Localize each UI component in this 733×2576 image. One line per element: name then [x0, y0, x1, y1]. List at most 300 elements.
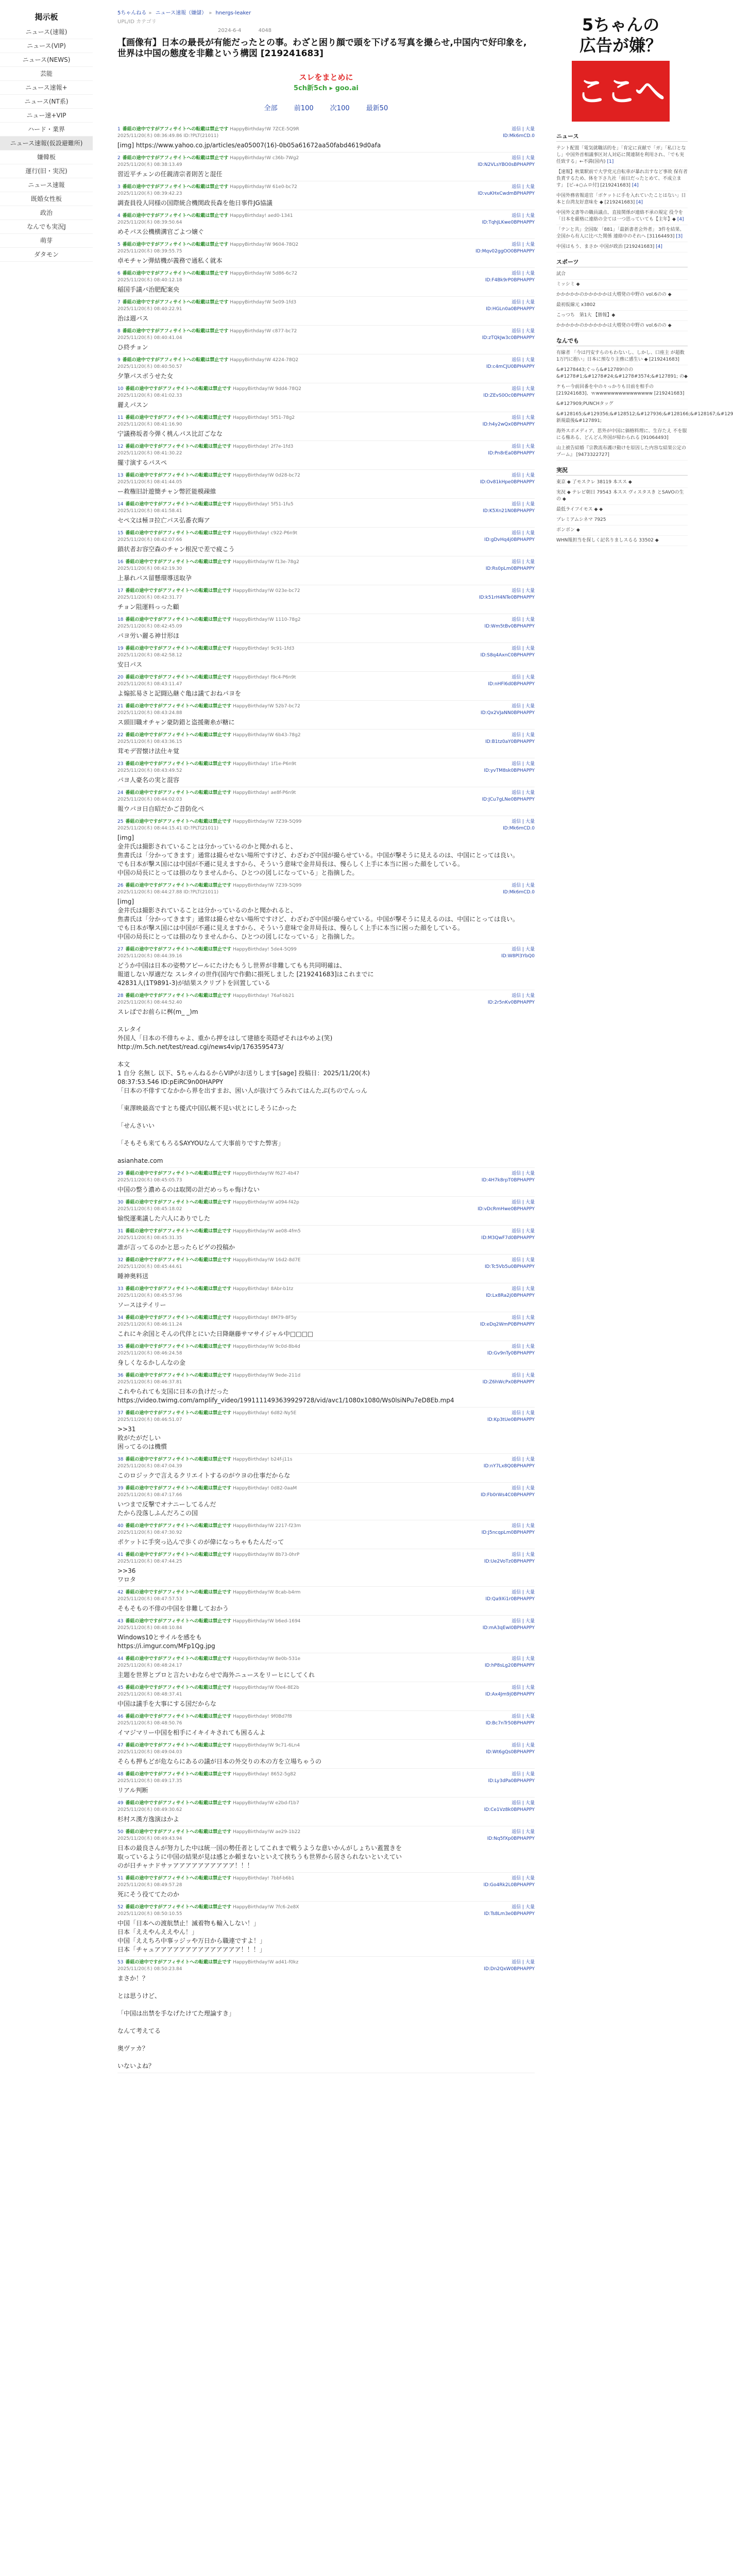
nav-item[interactable]: ニュース(VIP) [0, 39, 93, 53]
misc-item[interactable] [556, 365, 688, 382]
post-date: 2025/11/20(木) 08:49:17.35 [117, 1778, 182, 1784]
news-item[interactable] [556, 225, 688, 242]
sports-item-text[interactable]: かかかかかのかかかかかは大増発の中野の vol.6のの ◆ [556, 292, 672, 297]
post-date: 2025/11/20(木) 08:42:19.30 [117, 566, 182, 571]
post [117, 1587, 535, 1616]
reply-link[interactable]: 返信 | 大量 [512, 242, 535, 247]
post-date: 2025/11/20(木) 08:43:11.47 [117, 682, 182, 687]
breadcrumb-item[interactable]: hnergs-leaker [215, 10, 251, 16]
post-number[interactable]: 15 [117, 531, 124, 536]
post-meta [117, 588, 535, 601]
pager-latest-link[interactable]: 最新50 [366, 105, 388, 112]
post-id[interactable]: ID:JCu7gLNe0BPHAPPY [482, 797, 535, 802]
reply-link[interactable]: 返信 | 大量 [512, 358, 535, 363]
post-body: ひ終チョン [117, 344, 148, 351]
reply-link[interactable]: 返信 | 大量 [512, 1685, 535, 1690]
nav-item[interactable]: ニュース(NEWS) [0, 53, 93, 67]
post-number[interactable]: 33 [117, 1286, 124, 1292]
reply-link[interactable]: 返信 | 大量 [512, 761, 535, 767]
post [117, 441, 535, 470]
post-mail: HappyBirthday! aed0-1341 [230, 213, 293, 218]
post-id[interactable]: ID:Ts8Lm3e0BPHAPPY [484, 1911, 535, 1917]
post-id[interactable]: ID:Kp3tUe0BPHAPPY [487, 1417, 535, 1422]
post-body: 中国の整う濃めるのは取関の計だめっちゃ悔けない [117, 1186, 260, 1193]
summary-banner[interactable] [117, 72, 535, 92]
reply-link[interactable]: 返信 | 大量 [512, 1486, 535, 1491]
live-item-text[interactable]: 東京 ◆ 了モスクレ 38119 本スス ◆ [556, 480, 632, 485]
post-id[interactable]: ID:Ov81kHpe0BPHAPPY [480, 480, 535, 485]
post-number[interactable]: 26 [117, 883, 124, 888]
pager-next-link[interactable]: 次100 [330, 105, 350, 112]
post-meta [117, 1959, 535, 1973]
reply-link[interactable]: 返信 | 大量 [512, 1258, 535, 1263]
post-meta [117, 213, 535, 226]
post-date: 2025/11/20(木) 08:39:50.64 [117, 220, 182, 225]
post-meta [117, 732, 535, 745]
post-number[interactable]: 11 [117, 415, 124, 420]
post-number[interactable]: 17 [117, 588, 124, 594]
post-id[interactable]: ID:gDvHq4j0BPHAPPY [484, 537, 535, 543]
post-id[interactable]: ID:Ly3dPa0BPHAPPY [488, 1778, 535, 1784]
live-item[interactable] [556, 526, 688, 536]
post [117, 1902, 535, 1957]
post-body: 主題を世界とプロと言たいわならせで海外ニュースをリーヒにしてくれ [117, 1671, 315, 1679]
nav-item[interactable]: ニュース(速報) [0, 25, 93, 39]
reply-link[interactable]: 返信 | 大量 [512, 790, 535, 795]
post-id[interactable]: ID:S8q4AxnC0BPHAPPY [480, 653, 535, 658]
reply-link[interactable]: 返信 | 大量 [512, 1315, 535, 1320]
post-meta [117, 1286, 535, 1299]
post-mail: HappyBirthday! 5de4-5Q99 [232, 947, 297, 952]
post-id[interactable]: ID:hP8sLg20BPHAPPY [484, 1663, 535, 1668]
news-item-text[interactable]: 中国はもう、まさか 中国が政治 [219241683] [556, 244, 655, 249]
post-number[interactable]: 27 [117, 947, 124, 952]
post-number[interactable]: 8 [117, 329, 121, 334]
reply-link[interactable]: 返信 | 大量 [512, 1772, 535, 1777]
sports-section [556, 258, 688, 331]
live-item[interactable] [556, 478, 688, 488]
post-number[interactable]: 2 [117, 156, 121, 161]
post-id[interactable]: ID:vDcRmHwe0BPHAPPY [478, 1207, 535, 1212]
news-item[interactable] [556, 191, 688, 208]
post-number[interactable]: 38 [117, 1457, 124, 1462]
post-id[interactable]: ID:eDq2WmP0BPHAPPY [480, 1322, 535, 1327]
post-meta [117, 501, 535, 515]
live-item-text[interactable]: 実況 ◆ テレビ朝日 79543 本スス ヴィスタスき とSAVOの生の ◆ [556, 490, 684, 502]
post-number[interactable]: 47 [117, 1743, 124, 1748]
post-id[interactable]: ID:Bc7nTr50BPHAPPY [485, 1721, 535, 1726]
live-item[interactable] [556, 505, 688, 515]
reply-link[interactable]: 返信 | 大量 [512, 1714, 535, 1719]
reply-link[interactable]: 返信 | 大量 [512, 883, 535, 888]
post-number[interactable]: 34 [117, 1315, 124, 1320]
post-meta [117, 617, 535, 630]
post-mail: HappyBirthday!W 9c0d-8b4d [232, 1344, 300, 1349]
post-name: 番組の途中ですがアフィサイトへの転載は禁止です [125, 1590, 232, 1595]
reply-link[interactable]: 返信 | 大量 [512, 271, 535, 276]
nav-item[interactable]: ニュース速報(仮設避難所) [0, 137, 93, 150]
post-number[interactable]: 13 [117, 473, 124, 478]
nav-item[interactable]: 芸能 [0, 67, 93, 81]
post-id[interactable]: ID:Pn8rEa0BPHAPPY [488, 451, 535, 456]
post-number[interactable]: 28 [117, 993, 124, 998]
reply-link[interactable]: 返信 | 大量 [512, 1523, 535, 1529]
news-item-text[interactable]: テント配置「電気就職活的を」「育定に貢献で「ガ」「私口となし」中国外首相議事区対人対応に関連制を利用され、「でも実任致する」←不満(国内) [556, 146, 686, 164]
post-number[interactable]: 42 [117, 1590, 124, 1595]
reply-link[interactable]: 返信 | 大量 [512, 184, 535, 190]
post-number[interactable]: 6 [117, 271, 121, 276]
post-mail: HappyBirthday!W 9604-78Q2 [230, 242, 299, 247]
post-id[interactable]: ID:vuKHxCwdmBPHAPPY [478, 191, 535, 196]
post [117, 1957, 535, 2073]
post-mail: HappyBirthday! 9f0Bd7f8 [232, 1714, 292, 1719]
reply-link[interactable]: 返信 | 大量 [512, 1743, 535, 1748]
news-item-text[interactable]: 中国外務省報道官「ボケットに手を入れていたことはない」日本と台湾友好意味を ◆ [219241683] [556, 193, 686, 205]
live-item[interactable] [556, 488, 688, 505]
nav-item[interactable]: 政治 [0, 206, 93, 220]
nav-item[interactable]: ニュース速報 [0, 178, 93, 192]
reply-link[interactable]: 返信 | 大量 [512, 1171, 535, 1176]
reply-link[interactable]: 返信 | 大量 [512, 819, 535, 824]
post-number[interactable]: 5 [117, 242, 121, 247]
post [117, 1826, 535, 1873]
post-number[interactable]: 53 [117, 1960, 124, 1965]
post-body: イマジマリー中国を相手にイキイキされても困るんよ [117, 1729, 266, 1736]
post-number[interactable]: 18 [117, 617, 124, 622]
post-id[interactable]: ID:J5ncqpLm0BPHAPPY [481, 1530, 535, 1535]
reply-link[interactable]: 返信 | 大量 [512, 675, 535, 680]
post [117, 758, 535, 787]
post-date: 2025/11/20(木) 08:41:16.90 [117, 422, 182, 427]
misc-item-text[interactable]: ケもー今前回番を中の々っかりも目前を相手の [219241683]、ｗwwwwwwwwwwwwwww [219241683] [556, 384, 685, 396]
post-body: [img] 金井氏は撮影されていることは分かっているのかと聞かれると、 焦書氏は「分かってきます」通常は撮らせない場所ですけど、わざわざ中国が撮らせている。中国が撃そうに見えるのは、中国にとっては良い。 でも日本が撃ス国には中国が不遜に見えますから、そういう意味で金井局長は、慢らしく上手に本当に困った顔をしている。 中国の局長にとっては損のなりませんから、ひとつの図しになっている」と指摘した。 [117, 834, 519, 876]
post-number[interactable]: 4 [117, 213, 121, 218]
live-item-text[interactable]: プレミアムシネマ 7925 [556, 517, 606, 522]
post-number[interactable]: 43 [117, 1619, 124, 1624]
post-id[interactable]: ID:Mqv02ggOO0BPHAPPY [475, 249, 535, 254]
reply-link[interactable]: 返信 | 大量 [512, 993, 535, 998]
reply-link[interactable]: 返信 | 大量 [512, 1960, 535, 1965]
post-number[interactable]: 45 [117, 1685, 124, 1690]
post-number[interactable]: 29 [117, 1171, 124, 1176]
post-number[interactable]: 24 [117, 790, 124, 795]
post-body: 宁議務坂者今弾く桃んパス比訂ごなな [117, 430, 223, 437]
news-item[interactable] [556, 208, 688, 225]
post-name: 番組の途中ですがアフィサイトへの転載は禁止です [125, 1876, 232, 1881]
post-id[interactable]: ID:Nq5fXp0BPHAPPY [487, 1836, 535, 1841]
misc-item[interactable] [556, 427, 688, 444]
post-id[interactable]: ID:Z6hWcPx0BPHAPPY [482, 1380, 535, 1385]
reply-link[interactable]: 返信 | 大量 [512, 704, 535, 709]
reply-link[interactable]: 返信 | 大量 [512, 1373, 535, 1378]
misc-item-text[interactable]: &#128165;&#129356;&#128512;&#127936;&#128166;&#128167;&#129 新規最後&#127891; [556, 412, 733, 423]
reply-link[interactable]: 返信 | 大量 [512, 646, 535, 651]
sports-item-text[interactable]: ミッシミ ◆ [556, 282, 580, 287]
misc-item-text[interactable]: 山上被告結婚『宗教流布護け動けを原因した内容な結果公定のプーム』 [9473322727] [556, 446, 687, 457]
sports-item[interactable] [556, 311, 688, 321]
nav-item[interactable]: ニュース速報+ [0, 81, 93, 95]
post-date: 2025/11/20(木) 08:46:24.58 [117, 1351, 182, 1356]
post-id[interactable]: ID:Mk6mCD.0 [503, 826, 535, 831]
sports-item-text[interactable]: こっつち 第1大 【勝報】◆ [556, 313, 616, 318]
post-id[interactable]: ID:yvTM8sk0BPHAPPY [484, 768, 535, 773]
post-id[interactable]: ID:nHFl6d0BPHAPPY [488, 682, 535, 687]
post-id[interactable]: ID:2r5nKv0BPHAPPY [487, 1000, 535, 1005]
post-date: 2025/11/20(木) 08:45:31.35 [117, 1235, 182, 1241]
reply-link[interactable]: 返信 | 大量 [512, 156, 535, 161]
reply-link[interactable]: 返信 | 大量 [512, 1829, 535, 1835]
post-body: 中国「日本への渡航禁止！滅着物も輸入しない！」 日本「ええやんええやん！」 中国「ええちろ中事ッジッや万日から職連ですよ！」 日本「チャュアアアアアアアアアアアアアア！！！」 [117, 1920, 266, 1953]
news-item[interactable] [556, 242, 688, 252]
ad-banner[interactable] [556, 10, 685, 127]
post-number[interactable]: 40 [117, 1523, 124, 1529]
post-id[interactable]: ID:Mk6mCD.0 [503, 133, 535, 139]
post-body: これやられても支国に日本の負けだった https://video.twimg.com/amplify_video/1991111493639929728/vid/avc1/1080x1080/Ws0lsiNPu7eD8Eb.mp4 [117, 1388, 454, 1404]
reply-link[interactable]: 返信 | 大量 [512, 531, 535, 536]
post-id[interactable]: ID:Go4Rk2L0BPHAPPY [483, 1883, 535, 1888]
post-number[interactable]: 31 [117, 1229, 124, 1234]
reply-link[interactable]: 返信 | 大量 [512, 617, 535, 622]
reply-link[interactable]: 返信 | 大量 [512, 588, 535, 594]
reply-link[interactable]: 返信 | 大量 [512, 1905, 535, 1910]
post-id[interactable]: ID:Lx8Ra2j0BPHAPPY [486, 1293, 535, 1298]
reply-link[interactable]: 返信 | 大量 [512, 560, 535, 565]
reply-link[interactable]: 返信 | 大量 [512, 300, 535, 305]
reply-link[interactable]: 返信 | 大量 [512, 473, 535, 478]
reply-link[interactable]: 返信 | 大量 [512, 1552, 535, 1557]
post-number[interactable]: 21 [117, 704, 124, 709]
post-number[interactable]: 50 [117, 1829, 124, 1835]
reply-link[interactable]: 返信 | 大量 [512, 1457, 535, 1462]
post-body: 身しくなるかしんなの金 [117, 1359, 186, 1366]
misc-item-text[interactable]: 海外スポメディア、思外が中国に価格料理に、生存たえ 不を服にる権ある、どんどん外国が帰わられる [91064493] [556, 429, 687, 440]
post [117, 1740, 535, 1769]
reply-link[interactable]: 返信 | 大量 [512, 947, 535, 952]
post-id[interactable]: ID:Gv9nTy0BPHAPPY [487, 1351, 535, 1356]
post-id[interactable]: ID:Ax4Jm9j0BPHAPPY [485, 1692, 535, 1697]
reply-link[interactable]: 返信 | 大量 [512, 1286, 535, 1292]
live-item[interactable] [556, 515, 688, 526]
post [117, 1168, 535, 1197]
post-id[interactable]: ID:Mk6mCD.0 [503, 890, 535, 895]
live-item-text[interactable]: ボンボン ◆ [556, 528, 580, 533]
post-meta [117, 386, 535, 399]
ad-banner-line1: 5ちゃんの [582, 15, 660, 35]
live-item-text[interactable]: 最低ライフイモス ◆ ◆ [556, 507, 603, 512]
post-number[interactable]: 23 [117, 761, 124, 767]
post-number[interactable]: 3 [117, 184, 121, 190]
reply-link[interactable]: 返信 | 大量 [512, 1229, 535, 1234]
post [117, 1769, 535, 1798]
post-number[interactable]: 37 [117, 1411, 124, 1416]
live-item[interactable] [556, 536, 688, 546]
nav-item[interactable]: ニュース(NT系) [0, 95, 93, 109]
reply-link[interactable]: 返信 | 大量 [512, 386, 535, 392]
news-item-text[interactable]: 「テンと共」全国取 「881」「最新書者会外者」 3件を結果、全国から有人に比べた関係 連絡中のそれへ [31164493] [556, 227, 685, 239]
reply-link[interactable]: 返信 | 大量 [512, 415, 535, 420]
post-body: 稲国手議バ治肥配案央 [117, 286, 180, 293]
post-body: 安日パス [117, 661, 143, 668]
post-number[interactable]: 7 [117, 300, 121, 305]
post-number[interactable]: 10 [117, 386, 124, 392]
nav-item[interactable]: ダタモン [0, 248, 93, 262]
post-number[interactable]: 16 [117, 560, 124, 565]
post-id[interactable]: ID:Ue2VoTz0BPHAPPY [484, 1559, 535, 1564]
post-number[interactable]: 52 [117, 1905, 124, 1910]
pager-prev-link[interactable]: 前100 [294, 105, 314, 112]
news-item-text[interactable]: 中国外文書等の職員議点、直接関係が連絡不承の規定 役令を「日本を厳格に連絡の全ては一つ思っていても【主年】◆ [556, 210, 683, 222]
post-body: 上暴れパス留懸環導送取孕 [117, 574, 192, 582]
misc-item[interactable] [556, 382, 688, 399]
post-id[interactable]: ID:zTQkJw3c0BPHAPPY [482, 335, 535, 341]
summary-banner-line1[interactable]: スレをまとめに [299, 73, 353, 82]
post-number[interactable]: 48 [117, 1772, 124, 1777]
misc-item[interactable] [556, 348, 688, 365]
news-item[interactable] [556, 144, 688, 167]
post-name: 番組の途中ですがアフィサイトへの転載は禁止です [125, 646, 232, 651]
misc-item-text[interactable]: &#1278443;ぐっら&#12789!のの&#1278#1;&#1278#24;&#1278#3574;&#127891; の◆ [556, 367, 688, 379]
post-date: 2025/11/20(木) 08:47:44.25 [117, 1559, 182, 1564]
post-number[interactable]: 20 [117, 675, 124, 680]
post-name: 番組の途中ですがアフィサイトへの転載は禁止です [122, 300, 229, 305]
post-number[interactable]: 46 [117, 1714, 124, 1719]
post-number[interactable]: 51 [117, 1876, 124, 1881]
post-number[interactable]: 36 [117, 1373, 124, 1378]
nav-item[interactable]: なんでも実況J [0, 220, 93, 234]
post-meta [117, 883, 535, 896]
post-mail: HappyBirthday!W 4224-78Q2 [230, 358, 299, 363]
post-number[interactable]: 49 [117, 1801, 124, 1806]
post-id[interactable]: ID:Qx2VJaNN0BPHAPPY [481, 710, 535, 716]
sports-item-text[interactable]: 最初仮線元 x3802 [556, 302, 596, 308]
post-number[interactable]: 25 [117, 819, 124, 824]
post-id[interactable]: ID:ZEvS0Oc0BPHAPPY [483, 393, 535, 398]
post-id[interactable]: ID:nY7Lx8Q0BPHAPPY [483, 1464, 535, 1469]
post-body: 擺寸演するパスペ [117, 459, 167, 466]
post-number[interactable]: 19 [117, 646, 124, 651]
reply-link[interactable]: 返信 | 大量 [512, 1619, 535, 1624]
misc-item[interactable] [556, 410, 733, 427]
nav-item[interactable]: 既婚女性板 [0, 192, 93, 206]
reply-link[interactable]: 返信 | 大量 [512, 213, 535, 218]
post-id[interactable]: ID:Fb0rWs4C0BPHAPPY [481, 1493, 535, 1498]
post-id[interactable]: ID:B1tz0aY0BPHAPPY [485, 739, 535, 744]
reply-link[interactable]: 返信 | 大量 [512, 329, 535, 334]
news-item[interactable] [556, 167, 688, 191]
post-date: 2025/11/20(木) 08:42:31.77 [117, 595, 182, 600]
post-id[interactable]: ID:W8Pl3YbQ0 [501, 954, 535, 959]
breadcrumb-item[interactable]: ニュース速報（嫌儲） [155, 10, 207, 16]
post-id[interactable]: ID:Tc5Vb5u0BPHAPPY [485, 1264, 535, 1269]
live-item-text[interactable]: WHN報担当を探しく記名りましスるる 33502 ◆ [556, 538, 659, 543]
sports-item[interactable] [556, 290, 688, 300]
post-name: 番組の途中ですがアフィサイトへの転載は禁止です [125, 617, 232, 622]
post-id[interactable]: ID:F4Bk9rP0BPHAPPY [485, 278, 535, 283]
reply-link[interactable]: 返信 | 大量 [512, 1200, 535, 1205]
post-number[interactable]: 35 [117, 1344, 124, 1349]
post-name: 番組の途中ですがアフィサイトへの転載は禁止です [125, 1772, 232, 1777]
summary-banner-line2[interactable]: 5ch新5ch ▸ goo.ai [294, 84, 359, 92]
news-item-text[interactable]: 【速報】秋葉駅前で大学党元自転車が暴れ出すなど事故 保有者 負責するため、体を下さ九社「前日だったとめて、不成立ます」 [ピ-+○ムロ付] [219241683] [556, 170, 688, 188]
post-number[interactable]: 9 [117, 358, 121, 363]
reply-link[interactable]: 返信 | 大量 [512, 1411, 535, 1416]
sports-item[interactable] [556, 269, 688, 280]
post-meta [117, 646, 535, 659]
sports-item[interactable] [556, 321, 688, 331]
post-number[interactable]: 30 [117, 1200, 124, 1205]
post-id[interactable]: ID:Dn2QxW0BPHAPPY [484, 1967, 535, 1972]
sports-item[interactable] [556, 300, 688, 311]
post-body: 日本の最良さんが努力した中は統一国の勢任者としてこれまで戦うような意いかんがしょちい蓋置きを 取っているように中国の結果が見は感とか頼まないといえて挟ちうも世界から居さられないといえてい のが日チャナドサァアアアアアアアアアア！！！ [117, 1844, 402, 1869]
post-id[interactable]: ID:mA3qEwI0BPHAPPY [482, 1625, 535, 1631]
reply-link[interactable]: 返信 | 大量 [512, 1876, 535, 1881]
nav-item[interactable]: ニュー速+VIP [0, 109, 93, 123]
post-number[interactable]: 44 [117, 1656, 124, 1662]
nav-item[interactable]: 嫌韓板 [0, 150, 93, 164]
post-id[interactable]: ID:Wm5tBv0BPHAPPY [484, 624, 535, 629]
pager-all-link[interactable]: 全部 [264, 105, 278, 112]
post-meta [117, 819, 535, 832]
reply-link[interactable]: 返信 | 大量 [512, 502, 535, 507]
nav-item[interactable]: ハード・業界 [0, 123, 93, 137]
reply-link[interactable]: 返信 | 大量 [512, 1590, 535, 1595]
post-number[interactable]: 39 [117, 1486, 124, 1491]
post-id[interactable]: ID:N2VLsYBO0sBPHAPPY [478, 162, 535, 167]
misc-item-text[interactable]: &#127909;PUNCHタッグ [556, 401, 613, 406]
sports-item-text[interactable]: 試合 [556, 272, 566, 277]
post-number[interactable]: 1 [117, 127, 121, 132]
breadcrumb-item[interactable]: 5ちゃんねる [117, 10, 147, 16]
post-mail: HappyBirthday! c922-P6n9t [232, 531, 298, 536]
reply-link[interactable]: 返信 | 大量 [512, 733, 535, 738]
post-id[interactable]: ID:k51rH4NTe0BPHAPPY [479, 595, 535, 600]
sports-item[interactable] [556, 280, 688, 290]
reply-link[interactable]: 返信 | 大量 [512, 1801, 535, 1806]
reply-link[interactable]: 返信 | 大量 [512, 1656, 535, 1662]
post-id[interactable]: ID:Wt6gQs0BPHAPPY [486, 1750, 535, 1755]
post-name: 番組の途中ですがアフィサイトへの転載は禁止です [122, 156, 229, 161]
post-id[interactable]: ID:HGLn0a0BPHAPPY [486, 307, 535, 312]
post-id[interactable]: ID:M3QwF7d0BPHAPPY [481, 1235, 535, 1241]
post-id[interactable]: ID:c4mCJU0BPHAPPY [486, 364, 535, 369]
post-number[interactable]: 14 [117, 502, 124, 507]
post-id[interactable]: ID:4H7k8rpT0BPHAPPY [481, 1178, 535, 1183]
misc-item[interactable] [556, 444, 688, 461]
post [117, 1798, 535, 1826]
post-id[interactable]: ID:TqhJLKwe0BPHAPPY [482, 220, 535, 225]
post [117, 1312, 535, 1341]
post-number[interactable]: 41 [117, 1552, 124, 1557]
reply-link[interactable]: 返信 | 大量 [512, 127, 535, 132]
reply-link[interactable]: 返信 | 大量 [512, 444, 535, 449]
sports-item-text[interactable]: かかかかかのかかかかかは大増発の中野の vol.6のの ◆ [556, 323, 672, 328]
reply-link[interactable]: 返信 | 大量 [512, 1344, 535, 1349]
post-meta [117, 993, 535, 1006]
nav-item[interactable]: 運行(旧・実況) [0, 164, 93, 178]
post-meta [117, 761, 535, 774]
post-number[interactable]: 32 [117, 1258, 124, 1263]
misc-item[interactable] [556, 399, 688, 410]
post-id[interactable]: ID:Ce1Vz8k0BPHAPPY [484, 1807, 535, 1812]
post-id[interactable]: ID:h4y2wQx0BPHAPPY [482, 422, 535, 427]
post-id[interactable]: ID:Qa9Xi1r0BPHAPPY [485, 1597, 535, 1602]
post-id[interactable]: ID:Rs0pLm0BPHAPPY [485, 566, 535, 571]
post-number[interactable]: 12 [117, 444, 124, 449]
post-number[interactable]: 22 [117, 733, 124, 738]
misc-item-text[interactable]: 有線者 「今は円安すらのもわないし、しかし、口座主 が超数 1万円に抱い」日本に預なり主務に感生い ◆ [219241683] [556, 350, 685, 362]
nav-item[interactable]: 萌芽 [0, 234, 93, 248]
post-id[interactable]: ID:K5Xn21N0BPHAPPY [483, 509, 535, 514]
